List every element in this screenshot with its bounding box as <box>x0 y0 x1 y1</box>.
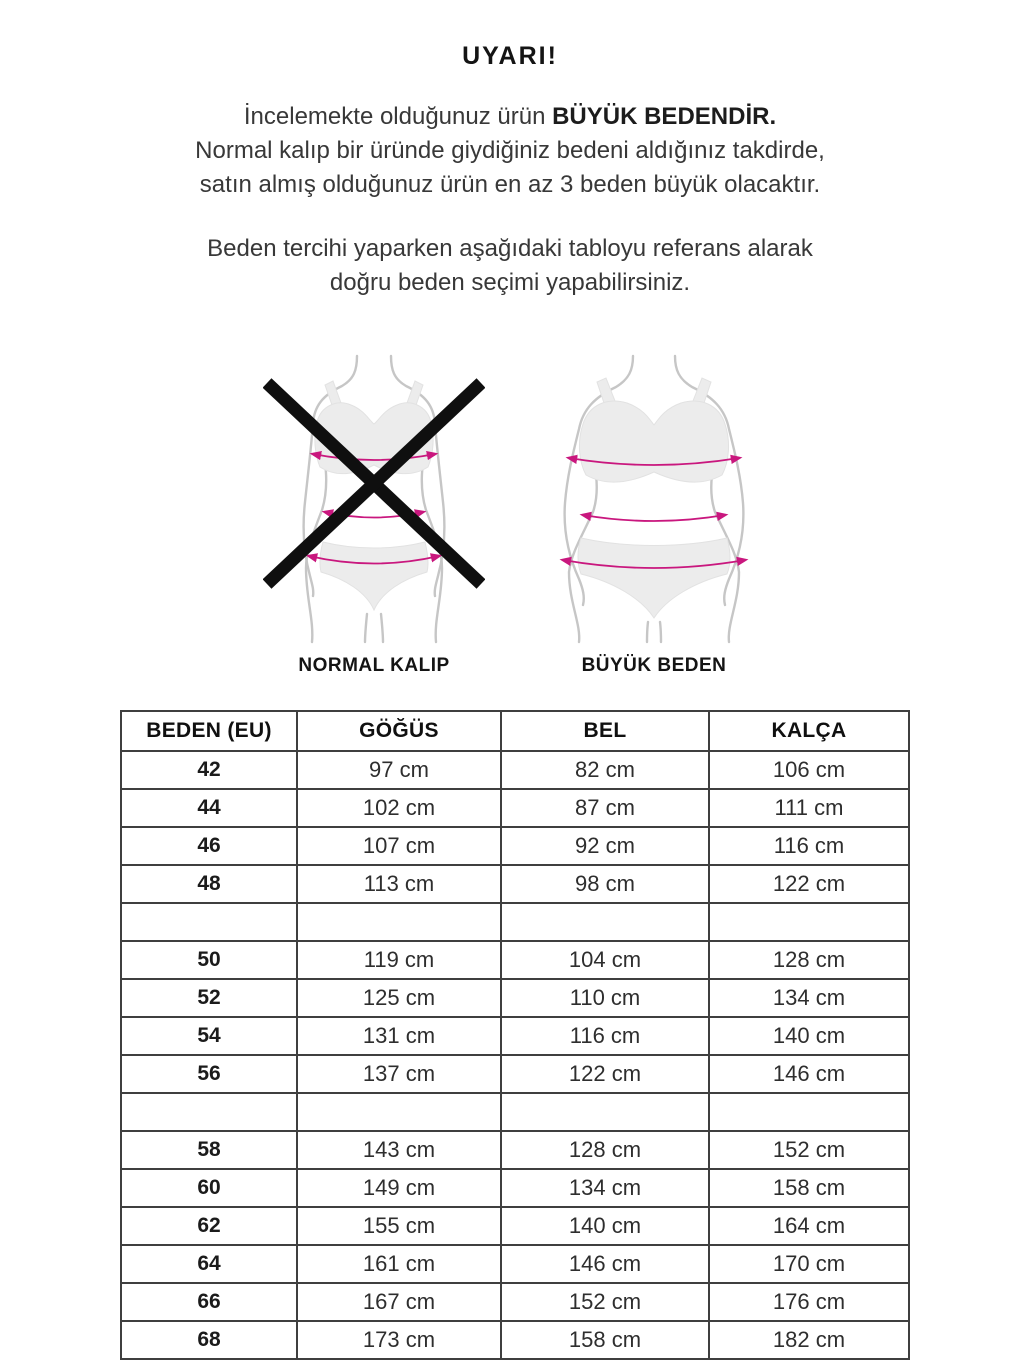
waist-cell: 116 cm <box>501 1017 709 1055</box>
chest-cell: 119 cm <box>297 941 501 979</box>
warning-line-2: Normal kalıp bir üründe giydiğiniz bedeni aldığınız takdirde, <box>195 137 825 164</box>
size-table-row <box>121 789 909 827</box>
plus-size-figure-illustration <box>543 352 765 644</box>
hip-cell: 122 cm <box>709 865 909 903</box>
normal-fit-figure-illustration <box>263 352 485 644</box>
warning-paragraph <box>0 100 1020 202</box>
hip-cell: 152 cm <box>709 1131 909 1169</box>
column-header-size: BEDEN (EU) <box>121 711 297 751</box>
waist-cell: 128 cm <box>501 1131 709 1169</box>
hip-cell: 106 cm <box>709 751 909 789</box>
chest-cell: 113 cm <box>297 865 501 903</box>
chest-cell: 161 cm <box>297 1245 501 1283</box>
chest-cell: 143 cm <box>297 1131 501 1169</box>
waist-cell: 98 cm <box>501 865 709 903</box>
size-cell: 46 <box>121 827 297 865</box>
waist-cell: 152 cm <box>501 1283 709 1321</box>
column-header-chest: GÖĞÜS <box>297 711 501 751</box>
size-cell: 68 <box>121 1321 297 1359</box>
waist-cell: 158 cm <box>501 1321 709 1359</box>
spacer-row <box>121 903 909 941</box>
panty-shape <box>320 542 428 610</box>
plus-size-label: BÜYÜK BEDEN <box>581 655 727 676</box>
garments <box>315 381 433 610</box>
panty-shape <box>578 538 730 618</box>
warning-line-1-bold: BÜYÜK BEDENDİR. <box>552 103 777 130</box>
hip-cell: 164 cm <box>709 1207 909 1245</box>
hip-cell: 158 cm <box>709 1169 909 1207</box>
waist-cell: 87 cm <box>501 789 709 827</box>
hip-cell <box>709 1093 909 1131</box>
spacer-row <box>121 1093 909 1131</box>
waist-cell: 110 cm <box>501 979 709 1017</box>
size-cell: 60 <box>121 1169 297 1207</box>
plus-size-figure <box>543 352 765 677</box>
size-cell: 64 <box>121 1245 297 1283</box>
size-table-header-row <box>121 711 909 751</box>
size-cell: 52 <box>121 979 297 1017</box>
guidance-line-1: Beden tercihi yaparken aşağıdaki tabloyu referans alarak <box>207 235 813 262</box>
waist-cell: 140 cm <box>501 1207 709 1245</box>
hip-cell: 182 cm <box>709 1321 909 1359</box>
chest-cell: 102 cm <box>297 789 501 827</box>
hip-cell: 176 cm <box>709 1283 909 1321</box>
size-table-row <box>121 827 909 865</box>
column-header-waist: BEL <box>501 711 709 751</box>
bra-shape <box>579 401 728 482</box>
size-cell: 54 <box>121 1017 297 1055</box>
waist-cell: 82 cm <box>501 751 709 789</box>
size-cell: 62 <box>121 1207 297 1245</box>
waist-cell <box>501 1093 709 1131</box>
guidance-line-2: doğru beden seçimi yapabilirsiniz. <box>329 269 691 296</box>
garments <box>578 378 730 618</box>
waist-cell: 134 cm <box>501 1169 709 1207</box>
hip-cell: 170 cm <box>709 1245 909 1283</box>
chest-cell: 167 cm <box>297 1283 501 1321</box>
guidance-paragraph <box>0 232 1020 300</box>
column-header-hip: KALÇA <box>709 711 909 751</box>
warning-line-3: satın almış olduğunuz ürün en az 3 beden büyük olacaktır. <box>199 171 821 198</box>
waist-cell: 146 cm <box>501 1245 709 1283</box>
size-cell: 66 <box>121 1283 297 1321</box>
chest-cell: 137 cm <box>297 1055 501 1093</box>
size-cell: 48 <box>121 865 297 903</box>
page-title: UYARI! <box>462 42 558 70</box>
chest-cell: 155 cm <box>297 1207 501 1245</box>
hip-cell: 146 cm <box>709 1055 909 1093</box>
hip-cell: 140 cm <box>709 1017 909 1055</box>
size-cell: 58 <box>121 1131 297 1169</box>
waist-cell <box>501 903 709 941</box>
chest-cell: 125 cm <box>297 979 501 1017</box>
warning-line-1-text: İncelemekte olduğunuz ürün <box>243 103 553 130</box>
size-table <box>120 710 910 1360</box>
size-cell: 56 <box>121 1055 297 1093</box>
waist-cell: 92 cm <box>501 827 709 865</box>
waist-cell: 104 cm <box>501 941 709 979</box>
size-cell: 50 <box>121 941 297 979</box>
chest-cell <box>297 1093 501 1131</box>
warning-line-1 <box>0 100 1020 134</box>
size-cell <box>121 903 297 941</box>
chest-cell: 97 cm <box>297 751 501 789</box>
chest-cell: 149 cm <box>297 1169 501 1207</box>
size-table-row <box>121 1321 909 1359</box>
hip-cell: 111 cm <box>709 789 909 827</box>
size-table-row <box>121 1131 909 1169</box>
size-cell: 42 <box>121 751 297 789</box>
size-table-row <box>121 1207 909 1245</box>
waist-measure-arrow <box>583 515 725 521</box>
chest-cell: 107 cm <box>297 827 501 865</box>
hip-cell <box>709 903 909 941</box>
hip-cell: 128 cm <box>709 941 909 979</box>
size-table-row <box>121 1055 909 1093</box>
size-cell: 44 <box>121 789 297 827</box>
chest-cell <box>297 903 501 941</box>
hip-cell: 134 cm <box>709 979 909 1017</box>
size-table-row <box>121 941 909 979</box>
normal-fit-label: NORMAL KALIP <box>298 655 450 676</box>
size-table-row <box>121 751 909 789</box>
normal-fit-figure <box>263 352 485 677</box>
chest-cell: 173 cm <box>297 1321 501 1359</box>
size-cell <box>121 1093 297 1131</box>
size-table-row <box>121 1169 909 1207</box>
size-table-row <box>121 1245 909 1283</box>
size-table-row <box>121 1283 909 1321</box>
waist-cell: 122 cm <box>501 1055 709 1093</box>
chest-cell: 131 cm <box>297 1017 501 1055</box>
hip-cell: 116 cm <box>709 827 909 865</box>
size-table-row <box>121 979 909 1017</box>
size-table-row <box>121 1017 909 1055</box>
size-table-row <box>121 865 909 903</box>
